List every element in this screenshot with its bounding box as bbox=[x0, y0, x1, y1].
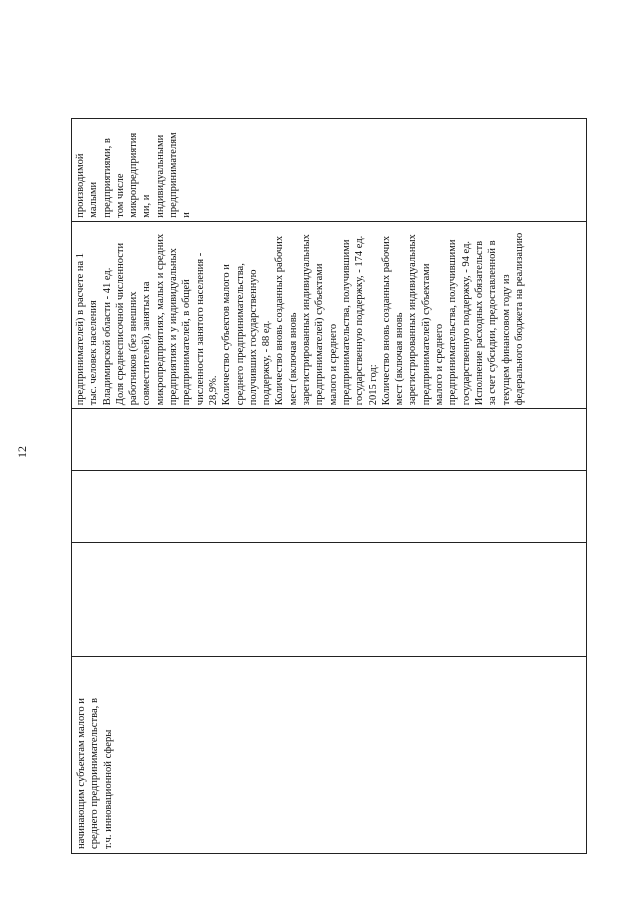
cell-line: предпринимателей) субъектами bbox=[314, 263, 326, 406]
cell-line: совместителей), занятых на bbox=[141, 281, 153, 406]
cell-line: тыс. человек населения bbox=[88, 300, 100, 406]
cell-line: зарегистрированных индивидуальных bbox=[407, 234, 419, 406]
table-cell-end-date bbox=[72, 408, 586, 470]
cell-line: малыми bbox=[88, 181, 100, 218]
cell-line: предпринимательства, получившими bbox=[447, 239, 459, 406]
cell-line: среднего предпринимательства, bbox=[234, 263, 246, 406]
table-cell-indicator bbox=[72, 119, 586, 221]
table-cell-expected-results bbox=[72, 221, 586, 408]
cell-line: начинающим субъектам малого и bbox=[76, 698, 87, 849]
cell-line: Владимирской области - 41 ед. bbox=[101, 267, 113, 406]
cell-line: 28,9%. bbox=[207, 375, 219, 406]
cell-line: предпринимателей, в общей bbox=[181, 279, 193, 406]
cell-line: численности занятого населения - bbox=[194, 252, 206, 406]
cell-line: 2015 год: bbox=[367, 364, 379, 406]
cell-line: среднего предпринимательства, в bbox=[89, 698, 101, 849]
program-table bbox=[71, 118, 587, 854]
cell-line: предпринимателей) в расчете на 1 bbox=[75, 252, 86, 406]
expected-results-text bbox=[72, 222, 526, 408]
cell-line: работников (без внешних bbox=[128, 291, 140, 406]
cell-line: Исполнение расходных обязательств bbox=[473, 240, 485, 406]
cell-line: мест (включая вновь bbox=[394, 312, 406, 406]
table-cell-executor bbox=[72, 542, 586, 656]
cell-line: федерального бюджета на реализацию bbox=[513, 232, 525, 406]
indicator-text bbox=[72, 119, 194, 221]
page-number-text: 12 bbox=[15, 446, 29, 458]
cell-line: мест (включая вновь bbox=[287, 312, 299, 406]
cell-line: предпринимателям bbox=[168, 132, 180, 218]
cell-line: поддержку, - 88 ед. bbox=[261, 320, 273, 406]
table-cell-start-date bbox=[72, 470, 586, 542]
cell-line: текущем финансовом году из bbox=[500, 274, 512, 406]
cell-line: индивидуальными bbox=[154, 134, 166, 218]
cell-line: за счет субсидии, предоставленной в bbox=[487, 240, 499, 406]
cell-line: предпринимателей) субъектами bbox=[420, 263, 432, 406]
cell-line: производимой bbox=[75, 153, 86, 218]
cell-line: том числе bbox=[114, 173, 126, 218]
cell-line: государственную поддержку, - 94 ед. bbox=[460, 240, 472, 406]
cell-line: микропредприятиях, малых и средних bbox=[154, 233, 166, 406]
table-cell-event-name bbox=[72, 656, 586, 853]
cell-line: Количество субъектов малого и bbox=[221, 264, 233, 406]
cell-line: и bbox=[181, 212, 193, 218]
cell-line: получивших государственную bbox=[247, 269, 259, 406]
cell-line: государственную поддержку, - 174 ед. bbox=[354, 235, 366, 406]
cell-line: ми, и bbox=[141, 194, 153, 218]
table-frame bbox=[71, 118, 587, 854]
cell-line: т.ч. инновационной сферы bbox=[102, 729, 114, 849]
cell-line: малого и среднего bbox=[434, 323, 446, 406]
cell-line: Доля среднесписочной численности bbox=[114, 242, 126, 406]
event-name-text bbox=[72, 657, 115, 853]
cell-line: малого и среднего bbox=[327, 323, 339, 406]
cell-line: Количество вновь созданных рабочих bbox=[380, 235, 392, 406]
cell-line: микропредприятия bbox=[128, 132, 140, 218]
cell-line: зарегистрированных индивидуальных bbox=[301, 234, 313, 406]
cell-line: предпринимательства, получившими bbox=[340, 239, 352, 406]
cell-line: предприятиях и у индивидуальных bbox=[168, 248, 180, 406]
cell-line: предприятиями, в bbox=[101, 138, 113, 218]
cell-line: Количество вновь созданных рабочих bbox=[274, 235, 286, 406]
